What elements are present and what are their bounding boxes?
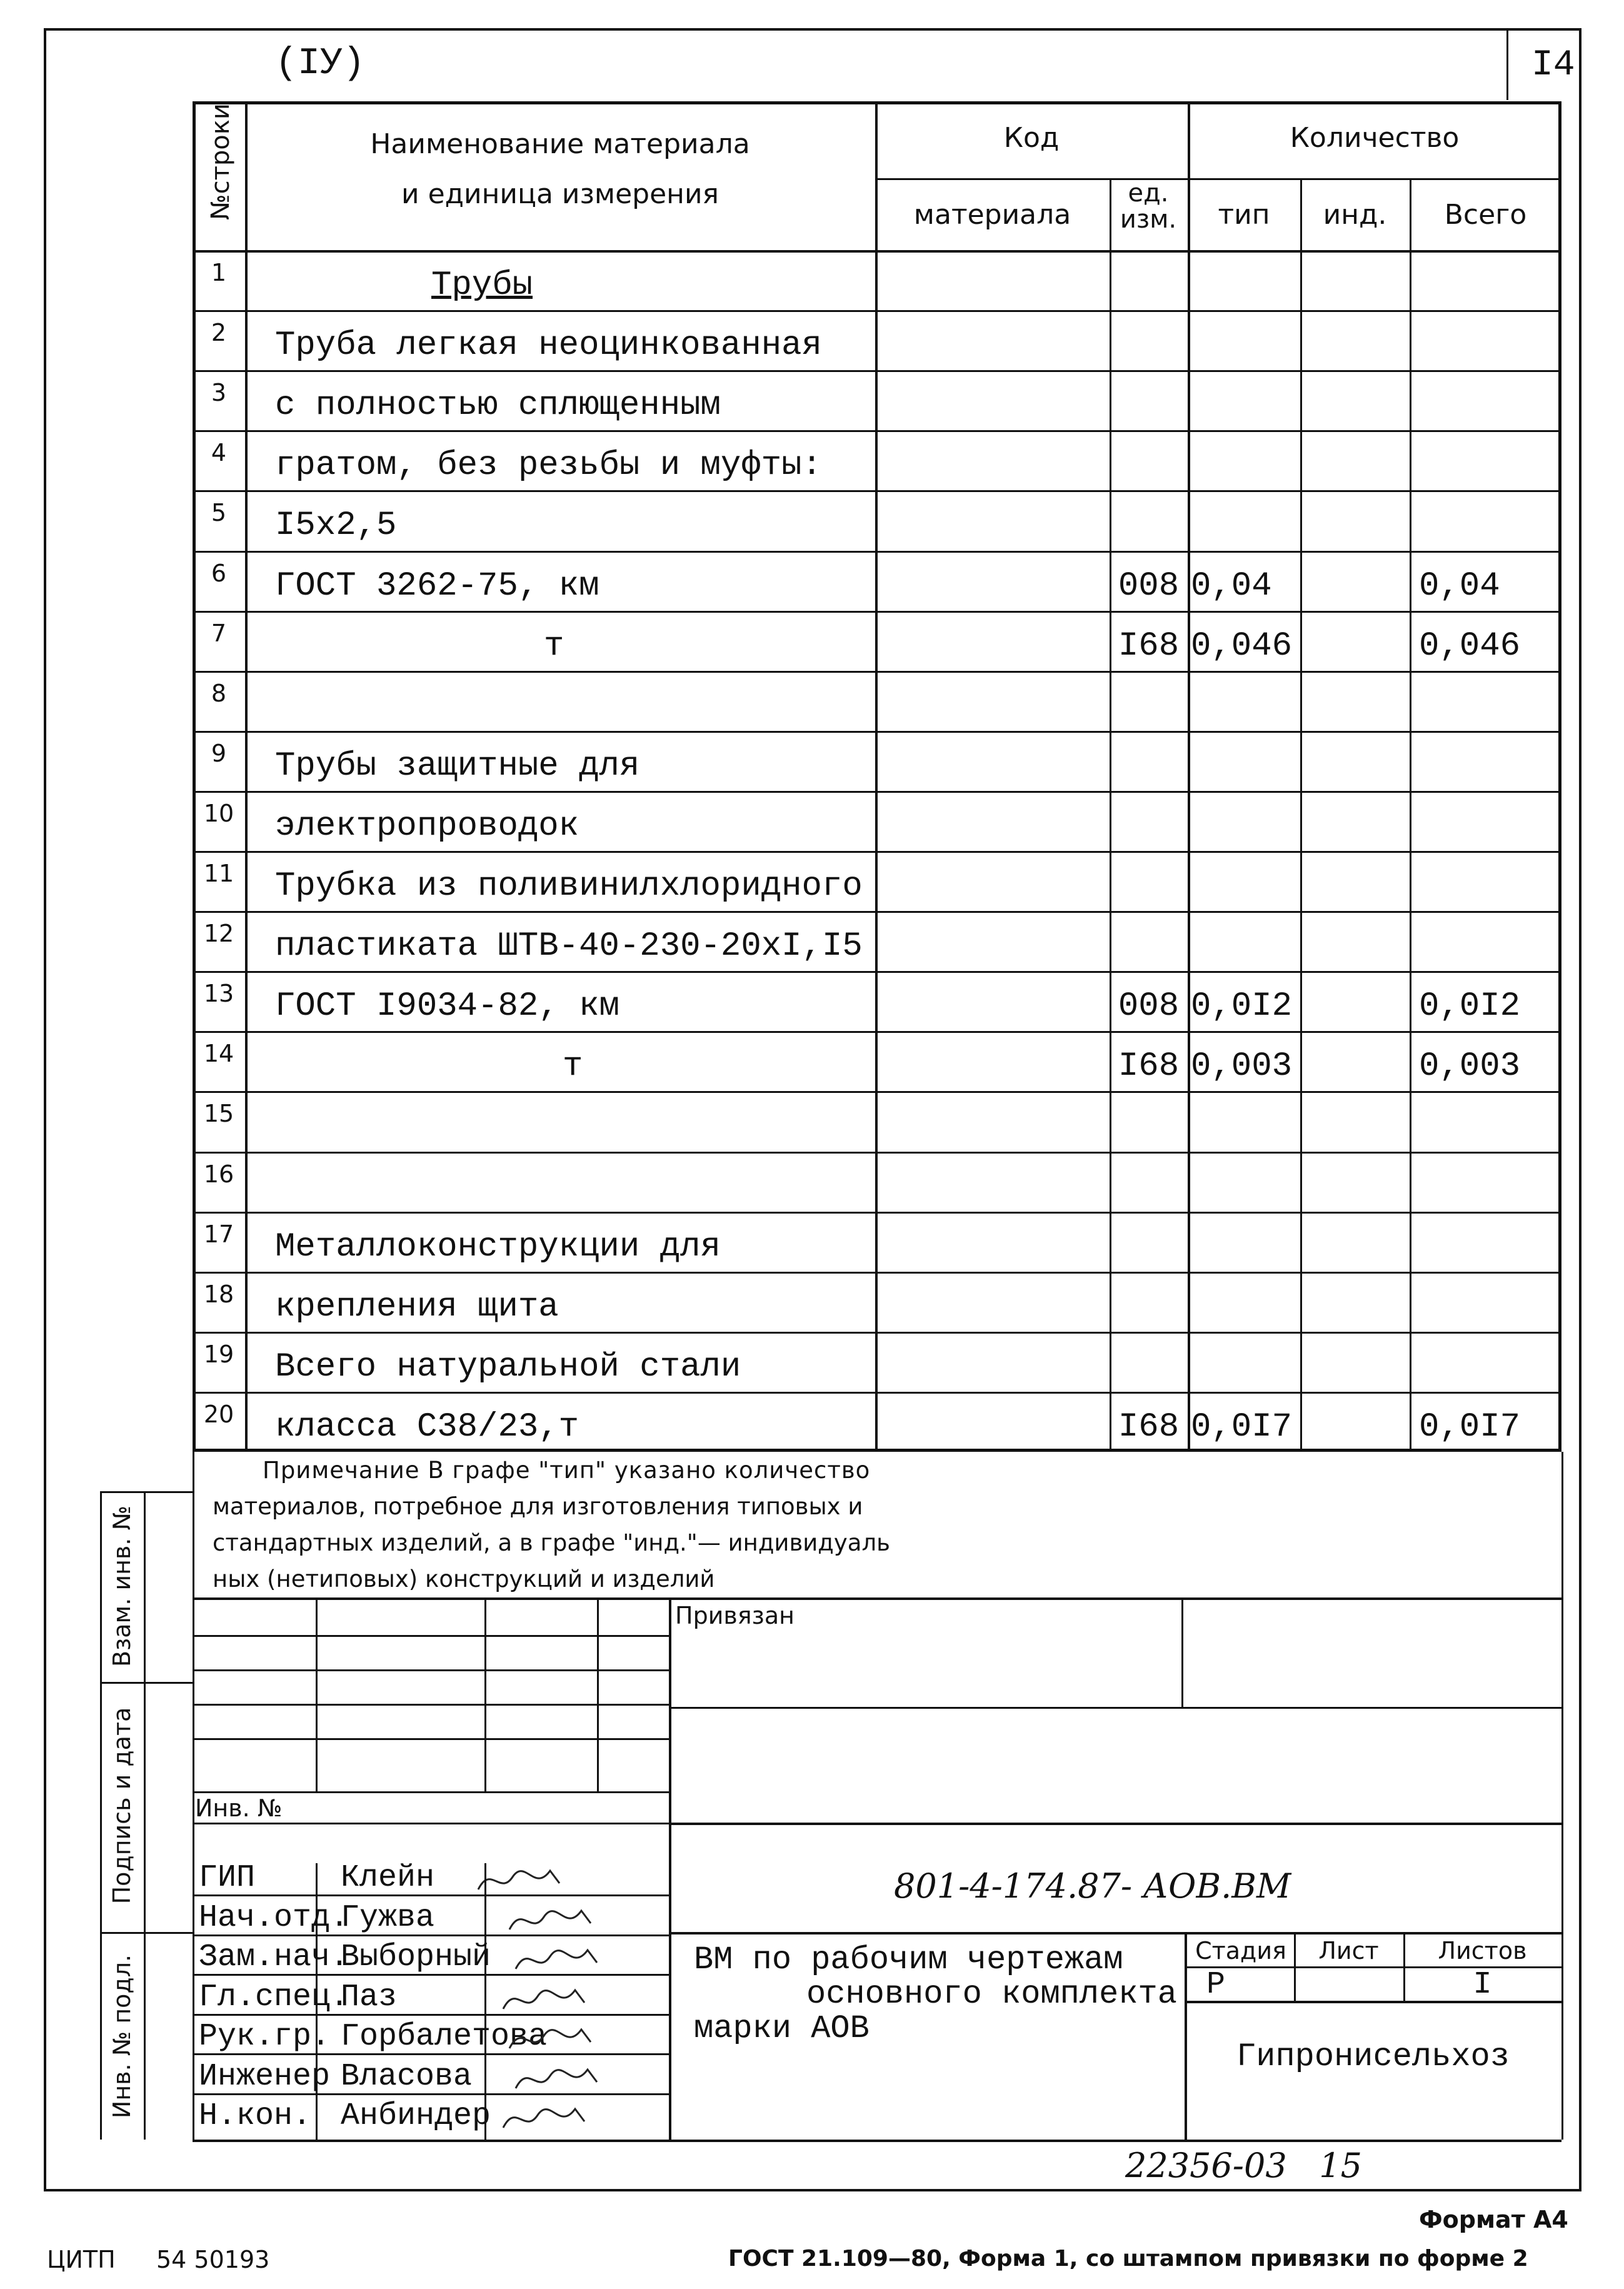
signature-scribble: [500, 1981, 588, 2018]
material-name: т: [544, 626, 564, 665]
footer-standard: ГОСТ 21.109—80, Форма 1, со штампом привязки по форме 2: [728, 2246, 1528, 2271]
qty-type: 0,003: [1191, 1047, 1293, 1086]
code-unit-header: ед. изм.: [1120, 179, 1177, 234]
unit-code: 008: [1118, 566, 1180, 605]
signer-role: Зам.нач.: [199, 1939, 349, 1975]
side-label-vzam: Взам. инв. №: [108, 1506, 136, 1668]
row-number-header: №строки: [206, 103, 235, 220]
title-line-2: основного комплекта: [806, 1976, 1177, 2013]
signature-scribble: [513, 2060, 600, 2098]
qty-total: 0,0I2: [1419, 987, 1521, 1026]
qty-type: 0,0I7: [1191, 1407, 1293, 1446]
signer-role: ГИП: [199, 1860, 256, 1896]
row-number: 18: [203, 1280, 234, 1308]
signer-name: Власова: [341, 2058, 473, 2095]
row-number: 4: [211, 439, 227, 467]
row-number: 8: [211, 679, 227, 707]
side-label-podpis: Подпись и дата: [108, 1707, 136, 1904]
material-name: I5x2,5: [275, 506, 397, 545]
material-name: Трубы защитные для: [275, 747, 640, 785]
inv-no-label: Инв. №: [195, 1794, 283, 1822]
signer-name: Паз: [341, 1979, 398, 2015]
sheet-corner-number: I4: [1531, 45, 1575, 86]
footer-code: 54 50193: [156, 2246, 270, 2273]
row-number: 11: [203, 860, 234, 887]
material-name: Металлоконструкции для: [275, 1227, 721, 1266]
material-name: ГОСТ 3262-75, км: [275, 566, 599, 605]
signature-scribble: [506, 2020, 594, 2058]
row-number: 15: [203, 1100, 234, 1128]
section-title: Трубы: [431, 266, 533, 304]
row-number: 5: [211, 499, 227, 527]
qty-total: 0,046: [1419, 626, 1521, 665]
footer-org: ЦИТП: [47, 2246, 116, 2273]
name-header-line2: и единица измерения: [401, 178, 719, 210]
qty-type: 0,04: [1191, 566, 1272, 605]
signer-name: Клейн: [341, 1860, 435, 1896]
row-number: 3: [211, 379, 227, 407]
material-name: гратом, без резьбы и муфты:: [275, 446, 822, 485]
handwritten-number: 22356-03 15: [1125, 2146, 1362, 2185]
signer-role: Нач.отд.: [199, 1899, 349, 1936]
qty-total: 0,04: [1419, 566, 1500, 605]
note-line-4: ных (нетиповых) конструкций и изделий: [213, 1566, 715, 1592]
row-number: 19: [203, 1340, 234, 1368]
material-name: т: [563, 1047, 583, 1086]
note-line-2: материалов, потребное для изготовления типовых и: [213, 1493, 863, 1520]
row-number: 14: [203, 1040, 234, 1068]
material-name: Труба легкая неоцинкованная: [275, 326, 822, 365]
note-line-1: Примечание В графе "тип" указано количество: [263, 1457, 871, 1484]
signer-name: Гужва: [341, 1899, 435, 1936]
organization: Гипронисельхоз: [1236, 2038, 1510, 2075]
row-number: 7: [211, 619, 227, 647]
sheets-value: I: [1473, 1967, 1492, 2003]
title-line-1: ВМ по рабочим чертежам: [694, 1941, 1123, 1978]
side-label-inv-podl: Инв. № подл.: [108, 1954, 136, 2119]
block-label: (IУ): [275, 43, 366, 85]
qty-total: 0,0I7: [1419, 1407, 1521, 1446]
signer-name: Анбиндер: [341, 2098, 491, 2134]
row-number: 9: [211, 739, 227, 767]
sheets-label: Листов: [1438, 1937, 1527, 1965]
row-number: 12: [203, 920, 234, 948]
title-line-3: марки АОВ: [694, 2010, 870, 2047]
format-label: Формат А4: [1419, 2206, 1568, 2233]
qty-ind-header: инд.: [1323, 199, 1387, 231]
name-header-line1: Наименование материала: [370, 128, 750, 160]
signature-scribble: [475, 1861, 563, 1899]
document-code: 801-4-174.87- АОВ.ВМ: [894, 1866, 1291, 1906]
qty-total: 0,003: [1419, 1047, 1521, 1086]
signature-scribble: [513, 1941, 600, 1978]
material-name: Трубка из поливинилхлоридного: [275, 867, 863, 905]
code-material-header: материала: [913, 199, 1071, 231]
signer-role: Н.кон.: [199, 2098, 312, 2134]
row-number: 16: [203, 1160, 234, 1188]
material-name: пластиката ШТВ-40-230-20xI,I5: [275, 927, 863, 966]
unit-code: I68: [1118, 1047, 1180, 1086]
signature-scribble: [506, 1901, 594, 1939]
signer-role: Гл.спец.: [199, 1979, 349, 2015]
row-number: 10: [203, 799, 234, 827]
unit-code: I68: [1118, 1407, 1180, 1446]
note-line-3: стандартных изделий, а в графе "инд."— индивидуаль: [213, 1529, 890, 1556]
material-name: Всего натуральной стали: [275, 1347, 741, 1386]
qty-type: 0,046: [1191, 626, 1293, 665]
qty-type: 0,0I2: [1191, 987, 1293, 1026]
material-name: ГОСТ I9034-82, км: [275, 987, 619, 1026]
stage-value: Р: [1206, 1967, 1226, 2003]
signer-name: Горбалетова: [341, 2019, 548, 2055]
quantity-header: Количество: [1290, 122, 1460, 154]
row-number: 13: [203, 980, 234, 1008]
sheet-label: Лист: [1318, 1937, 1379, 1965]
row-number: 6: [211, 559, 227, 587]
signer-name: Выборный: [341, 1939, 491, 1975]
material-name: класса С38/23,т: [275, 1407, 579, 1446]
unit-code: I68: [1118, 626, 1180, 665]
signer-role: Инженер: [199, 2058, 331, 2095]
signer-role: Рук.гр.: [199, 2019, 331, 2055]
privyazan-label: Привязан: [675, 1602, 794, 1629]
qty-total-header: Всего: [1444, 199, 1527, 231]
material-name: крепления щита: [275, 1287, 559, 1326]
code-header: Код: [1003, 122, 1060, 154]
row-number: 17: [203, 1220, 234, 1248]
material-name: с полностью сплющенным: [275, 386, 721, 425]
row-number: 20: [203, 1400, 234, 1428]
row-number: 1: [211, 259, 227, 286]
stage-label: Стадия: [1195, 1937, 1286, 1965]
unit-code: 008: [1118, 987, 1180, 1026]
signature-scribble: [500, 2100, 588, 2137]
qty-type-header: тип: [1218, 199, 1270, 231]
material-name: электропроводок: [275, 807, 579, 845]
corner-divider: [1506, 28, 1508, 100]
row-number: 2: [211, 319, 227, 347]
